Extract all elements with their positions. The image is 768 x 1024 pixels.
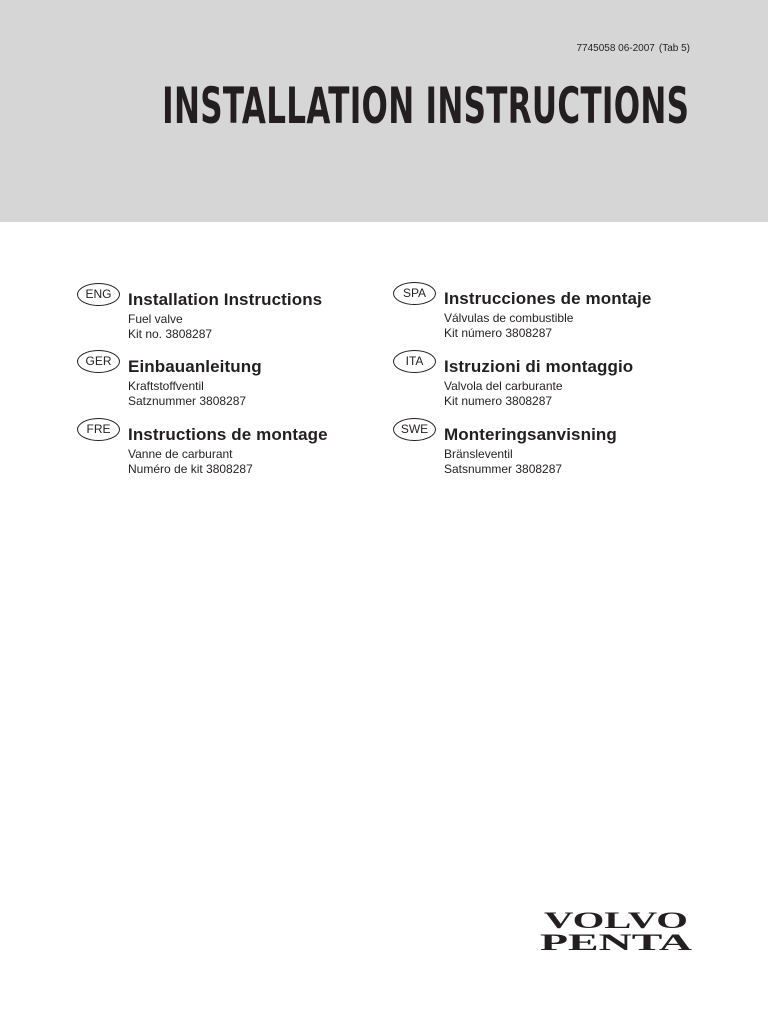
doc-ref-number: 7745058 06-2007 bbox=[576, 43, 655, 54]
kit-number: Numéro de kit 3808287 bbox=[128, 462, 253, 476]
language-code-badge: ITA bbox=[393, 350, 436, 373]
language-title: Monteringsanvisning bbox=[444, 425, 617, 444]
language-title: Istruzioni di montaggio bbox=[444, 357, 634, 376]
page-title: INSTALLATION INSTRUCTIONS bbox=[161, 77, 689, 135]
kit-number: Kit numero 3808287 bbox=[444, 394, 553, 408]
product-name: Bränsleventil bbox=[444, 447, 513, 461]
volvo-penta-logo bbox=[538, 908, 694, 954]
language-code-badge: SPA bbox=[393, 282, 436, 305]
logo-line-2: PENTA bbox=[540, 930, 693, 954]
product-name: Valvola del carburante bbox=[444, 379, 563, 393]
kit-number: Kit no. 3808287 bbox=[128, 327, 213, 341]
product-name: Válvulas de combustible bbox=[444, 311, 574, 325]
language-details bbox=[444, 447, 562, 477]
language-details bbox=[128, 447, 253, 477]
kit-number: Satznummer 3808287 bbox=[128, 394, 247, 408]
language-title: Instrucciones de montaje bbox=[444, 289, 652, 308]
language-details bbox=[128, 312, 212, 342]
language-code-badge: GER bbox=[77, 350, 120, 373]
language-code-badge: SWE bbox=[393, 418, 436, 441]
language-details bbox=[444, 311, 573, 341]
language-code-badge: FRE bbox=[77, 418, 120, 441]
kit-number: Satsnummer 3808287 bbox=[444, 462, 563, 476]
language-code-badge: ENG bbox=[77, 283, 120, 306]
logo-line-1: VOLVO bbox=[544, 908, 688, 933]
logo-wordmark bbox=[538, 908, 694, 954]
product-name: Vanne de carburant bbox=[128, 447, 233, 461]
kit-number: Kit número 3808287 bbox=[444, 326, 553, 340]
product-name: Kraftstoffventil bbox=[128, 379, 204, 393]
language-details bbox=[128, 379, 246, 409]
doc-ref-tab: (Tab 5) bbox=[658, 43, 690, 54]
language-title: Installation Instructions bbox=[128, 290, 323, 309]
language-title: Instructions de montage bbox=[128, 425, 328, 444]
language-details bbox=[444, 379, 563, 409]
product-name: Fuel valve bbox=[128, 312, 183, 326]
language-title: Einbauanleitung bbox=[128, 357, 262, 376]
